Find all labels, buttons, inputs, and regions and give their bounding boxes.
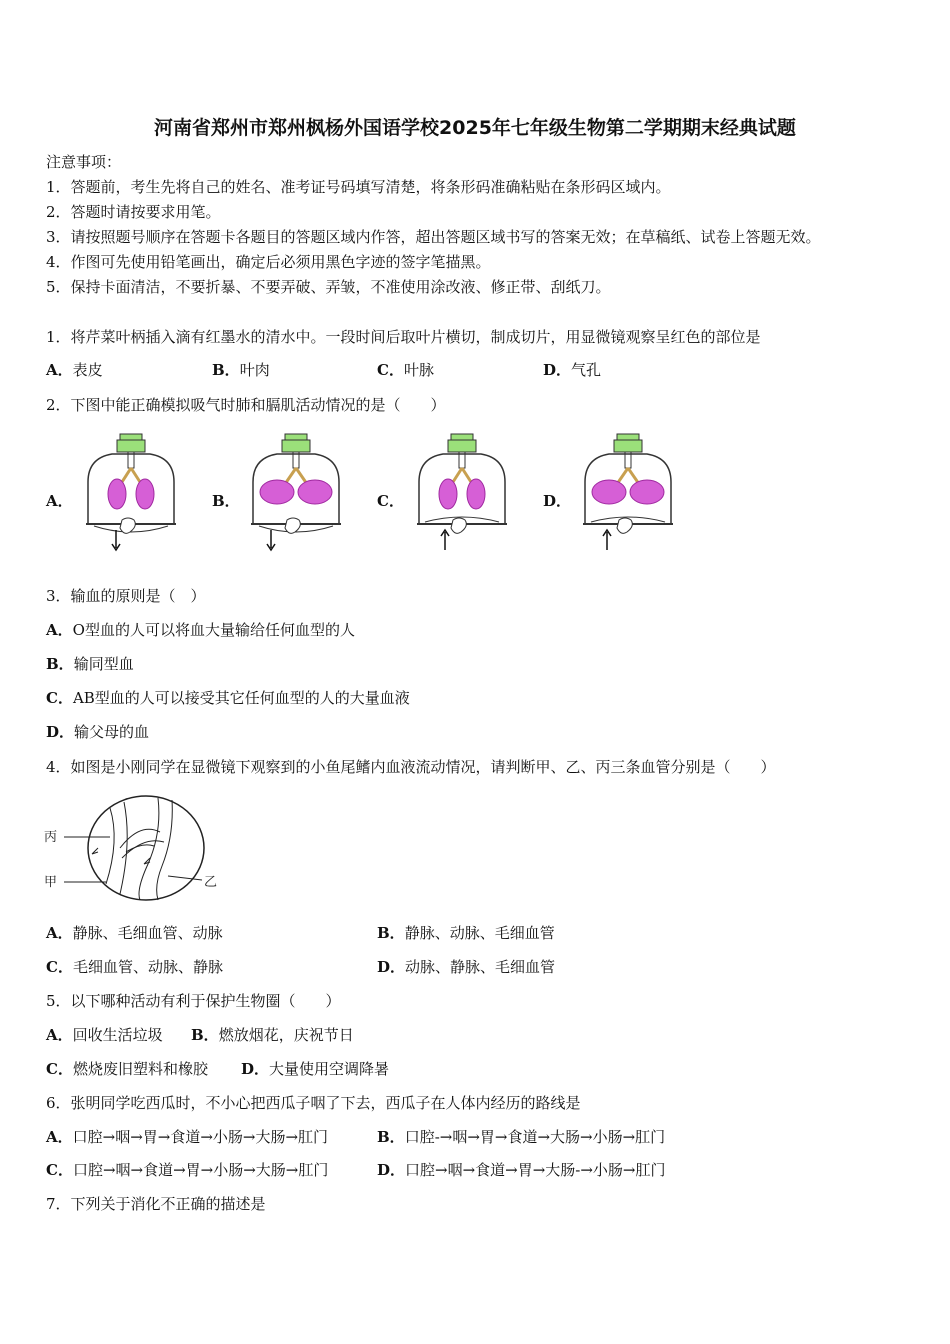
q1-option-c: C．叶脉 xyxy=(377,361,434,379)
notice-item: 1．答题前，考生先将自己的姓名、准考证号码填写清楚，将条形码准确粘贴在条形码区域内。 xyxy=(46,178,671,196)
q5-option-a: A．回收生活垃圾 xyxy=(46,1026,163,1044)
fish-tail-blood-vessel-figure xyxy=(40,792,225,904)
fig-label-bing: 丙 xyxy=(44,830,58,845)
notice-item: 5．保持卡面清洁，不要折暴、不要弄破、弄皱，不准使用涂改液、修正带、刮纸刀。 xyxy=(46,278,611,296)
q6-option-c: C．口腔→咽→食道→胃→小肠→大肠→肛门 xyxy=(46,1161,329,1179)
q4-option-c: C．毛细血管、动脉、静脉 xyxy=(46,958,223,976)
question-2-stem: 2．下图中能正确模拟吸气时肺和膈肌活动情况的是（ ） xyxy=(46,396,446,414)
question-3-stem: 3．输血的原则是（ ） xyxy=(46,587,206,605)
q4-option-b: B．静脉、动脉、毛细血管 xyxy=(377,924,555,942)
bell-jar-figure-c xyxy=(413,432,513,554)
q4-option-d: D．动脉、静脉、毛细血管 xyxy=(377,958,556,976)
q3-option-b: B．输同型血 xyxy=(46,655,134,673)
q2-figure-label-b: B． xyxy=(212,492,240,510)
notice-item: 2．答题时请按要求用笔。 xyxy=(46,203,221,221)
notice-heading: 注意事项： xyxy=(46,153,122,171)
question-1-stem: 1．将芹菜叶柄插入滴有红墨水的清水中。一段时间后取叶片横切，制成切片，用显微镜观察呈红色的部位是 xyxy=(46,328,761,346)
bell-jar-figure-b xyxy=(247,432,347,554)
q6-option-d: D．口腔→咽→食道→胃→大肠-→小肠→肛门 xyxy=(377,1161,666,1179)
question-5-stem: 5．以下哪种活动有利于保护生物圈（ ） xyxy=(46,992,341,1010)
q3-option-d: D．输父母的血 xyxy=(46,723,150,741)
q6-option-b: B．口腔-→咽→胃→食道→大肠→小肠→肛门 xyxy=(377,1128,666,1146)
q1-option-d: D．气孔 xyxy=(543,361,602,379)
q2-figure-label-d: D． xyxy=(543,492,572,510)
bell-jar-figure-d xyxy=(579,432,679,554)
bell-jar-figure-a xyxy=(82,432,182,554)
question-6-stem: 6．张明同学吃西瓜时，不小心把西瓜子咽了下去，西瓜子在人体内经历的路线是 xyxy=(46,1094,581,1112)
q3-option-a: A．O型血的人可以将血大量输给任何血型的人 xyxy=(46,621,355,639)
q3-option-c: C．AB型血的人可以接受其它任何血型的人的大量血液 xyxy=(46,689,410,707)
notice-item: 3．请按照题号顺序在答题卡各题目的答题区域内作答，超出答题区域书写的答案无效；在草稿纸、试卷上答题无效。 xyxy=(46,228,821,246)
q1-option-b: B．叶肉 xyxy=(212,361,270,379)
page-title: 河南省郑州市郑州枫杨外国语学校2025年七年级生物第二学期期末经典试题 xyxy=(154,117,796,139)
q1-option-a: A．表皮 xyxy=(46,361,103,379)
notice-item: 4．作图可先使用铅笔画出，确定后必须用黑色字迹的签字笔描黑。 xyxy=(46,253,491,271)
q6-option-a: A．口腔→咽→胃→食道→小肠→大肠→肛门 xyxy=(46,1128,329,1146)
q2-figure-label-a: A． xyxy=(46,492,73,510)
question-7-stem: 7．下列关于消化不正确的描述是 xyxy=(46,1195,266,1213)
question-4-stem: 4．如图是小刚同学在显微镜下观察到的小鱼尾鳍内血液流动情况，请判断甲、乙、丙三条血管分别是（ ） xyxy=(46,758,776,776)
q4-option-a: A．静脉、毛细血管、动脉 xyxy=(46,924,223,942)
q5-option-d: D．大量使用空调降暑 xyxy=(241,1060,390,1078)
q5-option-b: B．燃放烟花，庆祝节日 xyxy=(191,1026,354,1044)
q5-option-c: C．燃烧废旧塑料和橡胶 xyxy=(46,1060,208,1078)
fig-label-yi: 乙 xyxy=(204,875,218,890)
q2-figure-label-c: C． xyxy=(377,492,404,510)
fig-label-jia: 甲 xyxy=(44,875,58,890)
